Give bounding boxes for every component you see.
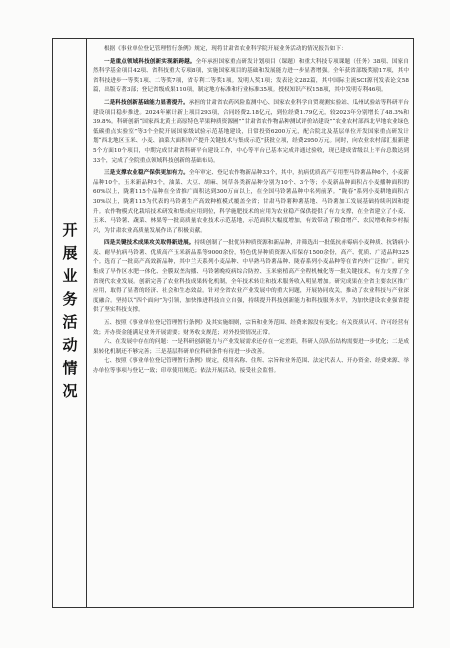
section-label-char: 活 <box>62 313 78 331</box>
section-label <box>53 219 87 403</box>
section-four-paragraph: 四是关键技术成果攻关取得新进展。持续创制了一批优异种质资源和新品种，并筛选出一批低抗赤霉病小麦种质、抗锈病小麦、耐旱抗病马铃薯、优质高产玉米新品系等9000余份，特色优异种质资源入库保存1500余份，高产、优质、广适品种325个。选育了一批高产高效新品种，其中兰天系列小麦品种、中早熟马铃薯品种、陇春系列小麦品种等在省内外广泛推广。研究集成了旱作区水肥一体化、全膜双垄沟播、马铃薯晚疫病综合防控、玉米密植高产全程机械化等一批关键技术，有力支撑了全省现代农业发展。创新完善了农业科技成果转化机制，全年技术转让和技术服务收入明显增加。研究成果在全省主要农区推广应用，取得了显著的经济、社会和生态效益。针对全省农业产业发展中的重大问题，开展协同攻关，推动了农业科技与产业深度融合。坚持以“四个面向”为引领，加快推进科技自立自强，持续提升科技创新能力和科技服务水平，为加快建设农业强省提供了坚实科技支撑。 <box>93 240 409 314</box>
section-two-paragraph: 二是科技创新基础能力显著提升。承担的甘肃省农药风险监测中心、国家农业科学自贸观测实验站、瓜州试验站等科研平台建设项目稳步推进。2024年累计新上项目293项，合同经费2.18亿元，到位经费1.79亿元，较2023年分别增长了48.3%和39.8%。科研创新“国家西北黄土高原特色苹果种质资源圃”“甘肃省农作物品种测试评价站建设”“农业农村部西北旱地农业绿色低碳重点实验室”等3个全院开展国家级试验示范基地建设，日常投资6200万元，配合院北及基层单位开发国家重点研发计划“西北地区玉米、小麦、油菜大面积单产提升关键技术与集成示范”获批立项，经费2950万元。同时，向农业农村部汇报新建5个方面10个项目，中期完成甘肃省科研平台建设工作，中心等平台已基本完成并通过验收，现已建成省级以上平台总数达到33个，完成了全院重点领域科技创新的基础布局。 <box>93 99 409 164</box>
section-one-paragraph: 一是重点领域科技创新实现新跨越。全年承担国家重点研发计划项目（课题）和重大科技专项课题（任务）38项、国家自然科学基金项目42项、省科技重大专项8项，实施国家项目的基础和发展能力进一步显著增强。全年获省部级奖励17项，其中省科技进步一等奖1项、二等奖7项，省专利二等奖1项。发明人奖1项；发表论文282篇，其中国际主流SCI源刊发表论文58篇，出版专著3部；登记省级成果110项，制定地方标准和行业标准35项。授权知识产权158项，其中发明专利46项。 <box>93 58 409 94</box>
section-label-char: 业 <box>62 267 78 285</box>
report-body <box>93 45 409 601</box>
section-label-char: 动 <box>62 336 78 354</box>
section-label-char: 开 <box>62 221 78 239</box>
section-label-char: 况 <box>62 382 78 400</box>
section-label-char: 情 <box>62 359 78 377</box>
report-table-frame <box>52 38 414 608</box>
section-six-paragraph: 六、在发展中存在的问题：一是科研创新能力与产业发展需求还存在一定差距，科研人员队伍结构需要进一步优化；二是成果转化机制还不够完善；三是基层科研单位科研条件有待进一步改善。 <box>93 339 409 355</box>
section-seven-paragraph: 七、按照《事业单位登记管理暂行条例》规定，使用名称、住所、宗旨和业务范围、法定代表人、开办资金、经费来源、举办单位等事项与登记一致；印章使用规范；依法开展活动，接受社会监督。 <box>93 358 409 374</box>
section-label-char: 务 <box>62 290 78 308</box>
section-label-char: 展 <box>62 244 78 262</box>
section-label-column <box>53 39 87 607</box>
section-five-paragraph: 五、按照《事业单位登记管理暂行条例》及其实施细则，宗旨和业务范围、经费来源没有变化；有关资质认可、许可经营有效；开办资金能满足业务开展需要；财务收支规范；对外投资情况正常。 <box>93 320 409 336</box>
intro-paragraph: 根据《事业单位登记管理暂行条例》规定，现将甘肃省农业科学院开展业务活动的情况报告如下： <box>104 46 347 52</box>
section-three-paragraph: 三是支撑农业稳产保供更加有力。全年审定、登记农作物新品种33个，其中，抗病优质高产专用型马铃薯品种6个，小麦新品种10个，玉米新品种3个，油菜、大豆、胡麻、饲草各类新品种分别为10个、3个等；小麦新品种面积占小麦播种面积的60%以上，陇薯115个品种在全省推广面积达到300万亩以上，在全国马铃薯品种中名列前茅。“陇春”系列小麦耕地面积占30%以上，陇薯115为代表的马铃薯生产高效种植模式覆盖全省；甘肃马铃薯种薯基地、马铃薯加工发展基础持续巩固和提升。农作物模式化栽培技术研发和集成应用到位，科学施肥技术的应用为农业稳产保供提供了有力支撑，在全省建立了小麦、玉米、马铃薯、蔬菜、林果等一批高质量农业技术示范基地，示范面积大幅度增加，有效带动了粮食增产、农民增收和乡村振兴，为甘肃农业高质量发展作出了积极贡献。 <box>93 170 409 234</box>
